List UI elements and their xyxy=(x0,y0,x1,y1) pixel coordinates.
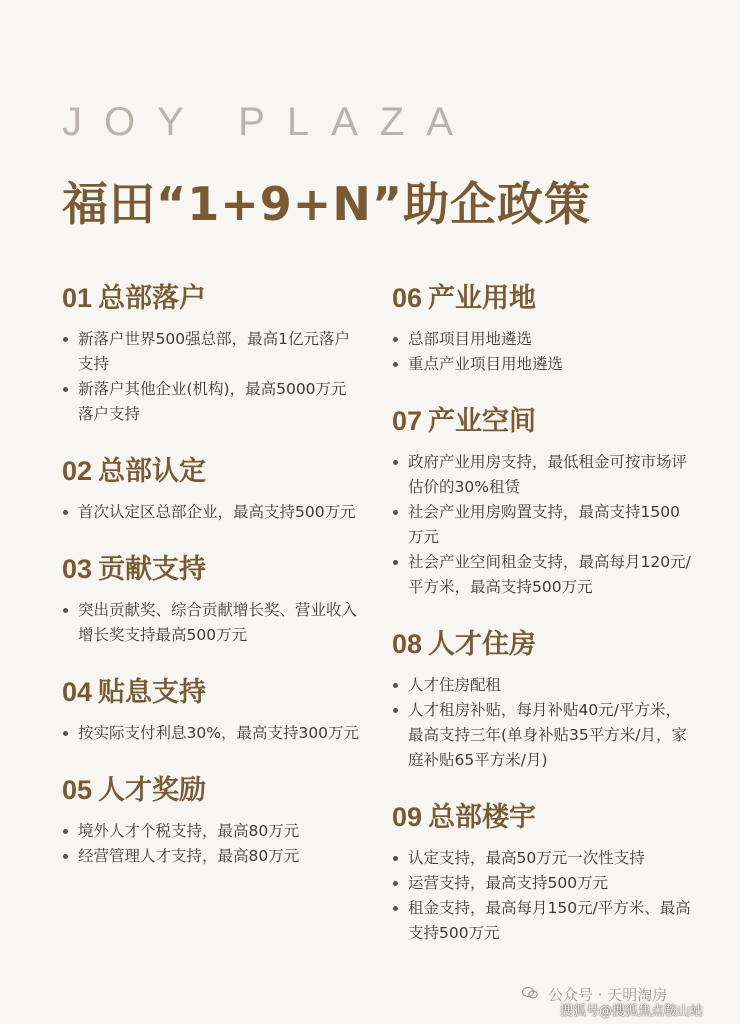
section-title xyxy=(62,453,362,490)
list-item: 经营管理人才支持，最高80万元 xyxy=(62,844,362,869)
list-item: 按实际支付利息30%，最高支持300万元 xyxy=(62,721,362,746)
list-item: 突出贡献奖、综合贡献增长奖、营业收入增长奖支持最高500万元 xyxy=(62,598,362,648)
section-number: 02 xyxy=(62,456,93,486)
policy-list xyxy=(392,450,692,600)
list-item: 总部项目用地遴选 xyxy=(392,327,692,352)
list-item: 社会产业用房购置支持，最高支持1500万元 xyxy=(392,500,692,550)
section-title xyxy=(392,280,692,317)
section-number: 07 xyxy=(392,406,423,436)
policy-list xyxy=(392,846,692,946)
policy-list xyxy=(62,721,362,746)
policy-section xyxy=(62,280,362,427)
list-item: 政府产业用房支持，最低租金可按市场评估价的30%租赁 xyxy=(392,450,692,500)
policy-section xyxy=(392,280,692,377)
section-number: 01 xyxy=(62,283,93,313)
policy-list xyxy=(392,327,692,377)
watermark: 搜狐号@搜狐焦点鞍山站 xyxy=(560,1004,704,1019)
policy-section xyxy=(392,799,692,946)
left-column xyxy=(62,280,362,895)
list-item: 新落户其他企业(机构)，最高5000万元落户支持 xyxy=(62,377,362,427)
section-title xyxy=(62,772,362,809)
page-title: 福田“1+9+N”助企政策 xyxy=(62,177,592,231)
section-number: 06 xyxy=(392,283,423,313)
section-number: 08 xyxy=(392,629,423,659)
list-item: 租金支持，最高每月150元/平方米、最高支持500万元 xyxy=(392,896,692,946)
policy-list xyxy=(62,598,362,648)
policy-list xyxy=(62,327,362,427)
policy-list xyxy=(392,673,692,773)
section-title xyxy=(392,626,692,663)
section-title xyxy=(392,403,692,440)
policy-section xyxy=(392,626,692,773)
policy-section xyxy=(62,551,362,648)
section-title xyxy=(392,799,692,836)
list-item: 社会产业空间租金支持，最高每月120元/平方米，最高支持500万元 xyxy=(392,550,692,600)
list-item: 人才住房配租 xyxy=(392,673,692,698)
section-name: 总部落户 xyxy=(98,283,207,314)
section-name: 总部认定 xyxy=(98,456,207,487)
section-name: 人才奖励 xyxy=(98,775,207,806)
policy-list xyxy=(62,819,362,869)
section-number: 05 xyxy=(62,775,93,805)
policy-list xyxy=(62,500,362,525)
section-title xyxy=(62,551,362,588)
section-name: 产业用地 xyxy=(428,283,537,314)
section-name: 产业空间 xyxy=(428,406,537,437)
policy-section xyxy=(62,772,362,869)
policy-section xyxy=(62,674,362,746)
section-number: 04 xyxy=(62,677,93,707)
section-number: 09 xyxy=(392,802,423,832)
section-name: 贴息支持 xyxy=(98,677,207,708)
list-item: 境外人才个税支持，最高80万元 xyxy=(62,819,362,844)
list-item: 新落户世界500强总部，最高1亿元落户支持 xyxy=(62,327,362,377)
section-name: 总部楼宇 xyxy=(428,802,537,833)
list-item: 运营支持，最高支持500万元 xyxy=(392,871,692,896)
section-name: 人才住房 xyxy=(428,629,537,660)
wechat-account-label: 公众号 · 天明淘房 xyxy=(548,986,668,1004)
brand-wordmark: JOY PLAZA xyxy=(62,100,475,144)
policy-section xyxy=(392,403,692,600)
policy-section xyxy=(62,453,362,525)
list-item: 认定支持，最高50万元一次性支持 xyxy=(392,846,692,871)
section-name: 贡献支持 xyxy=(98,554,207,585)
right-column xyxy=(392,280,692,972)
list-item: 首次认定区总部企业，最高支持500万元 xyxy=(62,500,362,525)
section-title xyxy=(62,674,362,711)
list-item: 人才租房补贴，每月补贴40元/平方米，最高支持三年(单身补贴35平方米/月，家庭补贴65平方米/月) xyxy=(392,698,692,773)
section-number: 03 xyxy=(62,554,93,584)
section-title xyxy=(62,280,362,317)
list-item: 重点产业项目用地遴选 xyxy=(392,352,692,377)
